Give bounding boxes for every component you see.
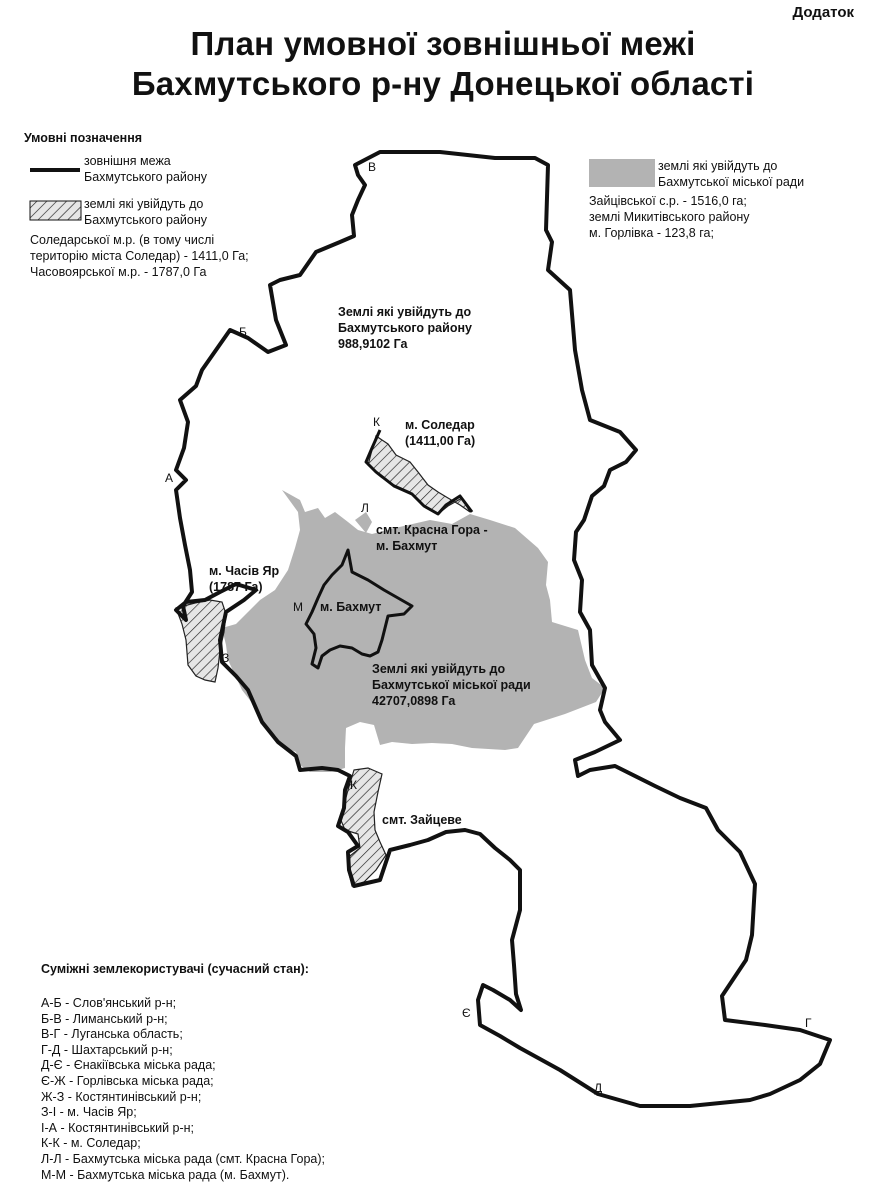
adjacent-item: Г-Д - Шахтарський р-н;	[41, 1042, 173, 1057]
point-m: М	[293, 600, 303, 614]
legend-boundary-line1: зовнішня межа	[84, 154, 171, 168]
city-lands-line3: 42707,0898 Га	[372, 694, 456, 708]
district-lands-line1: Землі які увійдуть до	[338, 305, 472, 319]
point-l: Л	[361, 501, 369, 515]
district-lands-label	[338, 304, 472, 352]
adjacent-item: І-А - Костянтинівський р-н;	[41, 1120, 195, 1135]
legend-hatched-line1: землі які увійдуть до	[84, 197, 204, 211]
adjacent-item: Ж-З - Костянтинівський р-н;	[41, 1089, 202, 1104]
adjacent-item: Є-Ж - Горлівська міська рада;	[41, 1073, 214, 1088]
legend-boundary-line2: Бахмутського району	[84, 170, 207, 184]
adjacent-item: Б-В - Лиманський р-н;	[41, 1011, 168, 1026]
district-lands-line2: Бахмутського району	[338, 321, 472, 335]
krasna-gora-label	[376, 522, 488, 554]
chasiv-yar-label	[209, 563, 279, 595]
legend-gray-label	[658, 158, 804, 190]
city-lands-label	[372, 661, 531, 709]
point-d: Д	[594, 1081, 603, 1095]
legend-hatched-label	[84, 196, 207, 228]
legend-hatched-swatch	[30, 201, 81, 220]
legend-gray-line2: Бахмутської міської ради	[658, 175, 805, 189]
adjacent-item: З-І - м. Часів Яр;	[41, 1105, 137, 1120]
krasna-gora-line1: смт. Красна Гора -	[376, 523, 488, 537]
point-b: Б	[239, 325, 247, 339]
legend-gray-line1: землі які увійдуть до	[658, 159, 778, 173]
district-lands-line3: 988,9102 Га	[338, 337, 408, 351]
chasiv-yar-line2: (1787 Га)	[209, 580, 263, 594]
point-g: Г	[805, 1016, 812, 1030]
bakhmut-label: м. Бахмут	[320, 600, 382, 614]
point-k: К	[373, 415, 380, 429]
legend-gray-details	[589, 193, 750, 241]
adjacent-list	[41, 996, 325, 1183]
legend-hatched-line2: Бахмутського району	[84, 213, 207, 227]
city-lands-line1: Землі які увійдуть до	[372, 662, 506, 676]
legend-boundary-label	[84, 153, 207, 185]
appendix-label: Додаток	[792, 4, 854, 21]
adjacent-item: К-К - м. Соледар;	[41, 1136, 141, 1151]
adjacent-item: А-Б - Слов'янський р-н;	[41, 996, 177, 1010]
legend-gray-swatch	[589, 159, 655, 187]
legend-hatched-details	[30, 232, 249, 280]
soledar-line2: (1411,00 Га)	[405, 434, 476, 448]
legend-gray-detail-3: м. Горлівка - 123,8 га;	[589, 226, 714, 240]
adjacent-item: В-Г - Луганська область;	[41, 1027, 183, 1042]
zaitseve-label: смт. Зайцеве	[382, 813, 462, 827]
point-zh: Ж	[346, 778, 358, 792]
legend-hatched-detail-2: територію міста Соледар) - 1411,0 Га;	[30, 249, 249, 263]
legend-heading: Умовні позначення	[24, 131, 143, 145]
legend-hatched-detail-1: Соледарської м.р. (в тому числі	[30, 233, 215, 247]
adjacent-item: М-М - Бахмутська міська рада (м. Бахмут).	[41, 1167, 290, 1182]
legend-gray-detail-1: Зайцівської с.р. - 1516,0 га;	[589, 194, 747, 208]
krasna-gora-line2: м. Бахмут	[376, 539, 438, 553]
chasiv-yar-line1: м. Часів Яр	[209, 564, 280, 578]
soledar-line1: м. Соледар	[405, 418, 475, 432]
adjacent-heading: Суміжні землекористувачі (сучасний стан):	[41, 962, 309, 976]
title-line-1: План умовної зовнішньої межі	[190, 25, 696, 62]
adjacent-item: Л-Л - Бахмутська міська рада (смт. Красна Гора);	[41, 1151, 325, 1166]
legend-hatched-detail-3: Часовоярської м.р. - 1787,0 Га	[30, 265, 207, 279]
point-v: В	[368, 160, 377, 174]
adjacent-item: Д-Є - Єнакіївська міська рада;	[41, 1058, 216, 1073]
point-a: А	[165, 471, 174, 485]
point-ye: Є	[462, 1006, 471, 1020]
legend-gray-detail-2: землі Микитівського району	[589, 210, 750, 224]
soledar-label	[405, 417, 475, 449]
point-z: З	[222, 651, 230, 665]
city-lands-line2: Бахмутської міської ради	[372, 678, 531, 692]
title-line-2: Бахмутського р-ну Донецької області	[131, 65, 755, 102]
